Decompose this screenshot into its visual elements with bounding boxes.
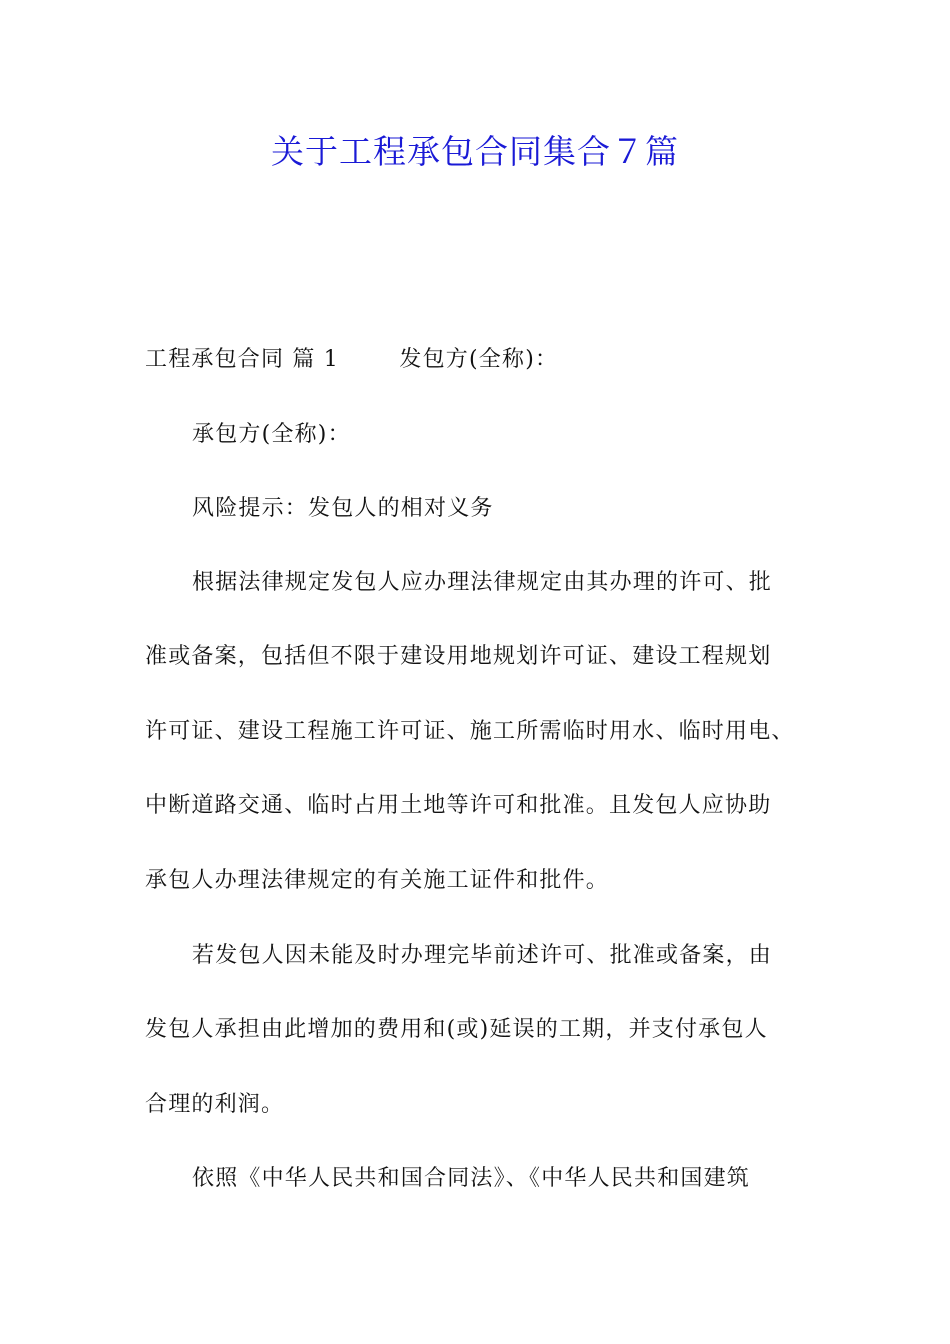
paragraph-line: 准或备案，包括但不限于建设用地规划许可证、建设工程规划 [145,644,772,669]
contract-part-number: 篇 1 [292,347,339,372]
paragraph-line: 中断道路交通、临时占用土地等许可和批准。且发包人应协助 [145,793,772,818]
document-title: 关于工程承包合同集合７篇 [271,132,679,171]
paragraph-line: 依照《中华人民共和国合同法》、《中华人民共和国建筑 [192,1166,751,1191]
employer-label: 发包方(全称)： [399,347,559,372]
paragraph-line: 发包人承担由此增加的费用和(或)延误的工期，并支付承包人 [145,1017,768,1042]
risk-tip: 风险提示：发包人的相对义务 [192,496,494,521]
contract-heading-label: 工程承包合同 [145,347,285,372]
paragraph-line: 根据法律规定发包人应办理法律规定由其办理的许可、批 [192,570,773,595]
paragraph-line: 若发包人因未能及时办理完毕前述许可、批准或备案，由 [192,943,773,968]
contract-heading-line [145,345,845,375]
contractor-label: 承包方(全称)： [192,422,351,447]
paragraph-line: 许可证、建设工程施工许可证、施工所需临时用水、临时用电、 [145,719,795,744]
paragraph-line: 承包人办理法律规定的有关施工证件和批件。 [145,868,610,893]
paragraph-line: 合理的利润。 [145,1092,285,1117]
